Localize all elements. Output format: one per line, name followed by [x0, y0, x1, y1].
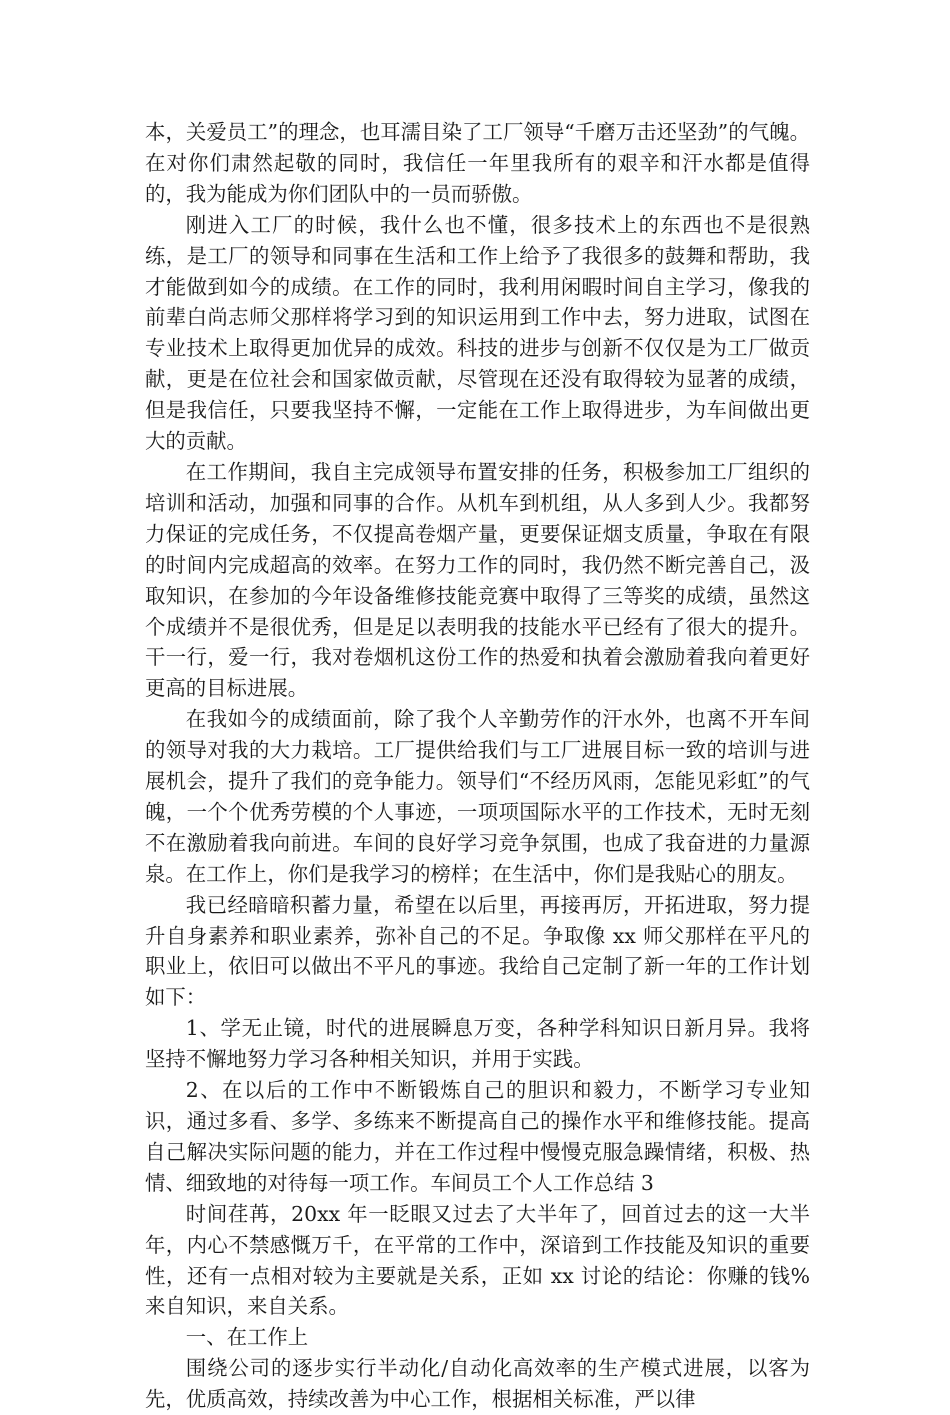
list-item: 1、学无止镜，时代的进展瞬息万变，各种学科知识日新月异。我将坚持不懈地努力学习各种相关知识，并用于实践。 — [145, 1016, 810, 1072]
paragraph: 在我如今的成绩面前，除了我个人辛勤劳作的汗水外，也离不开车间的领导对我的大力栽培。工厂提供给我们与工厂进展目标一致的培训与进展机会，提升了我们的竞争能力。领导们“不经历风雨，怎能见彩虹”的气魄，一个个优秀劳模的个人事迹，一项项国际水平的工作技术，无时无刻不在激励着我向前进。车间的良好学习竞争氛围，也成了我奋进的力量源泉。在工作上，你们是我学习的榜样；在生活中，你们是我贴心的朋友。 — [145, 707, 810, 886]
paragraph: 刚进入工厂的时候，我什么也不懂，很多技术上的东西也不是很熟练，是工厂的领导和同事在生活和工作上给予了我很多的鼓舞和帮助，我才能做到如今的成绩。在工作的同时，我利用闲暇时间自主学习，像我的前辈白尚志师父那样将学习到的知识运用到工作中去，努力进取，试图在专业技术上取得更加优异的成效。科技的进步与创新不仅仅是为工厂做贡献，更是在位社会和国家做贡献，尽管现在还没有取得较为显著的成绩，但是我信任，只要我坚持不懈，一定能在工作上取得进步，为车间做出更大的贡献。 — [145, 212, 810, 454]
list-item: 2、在以后的工作中不断锻炼自己的胆识和毅力，不断学习专业知识，通过多看、多学、多练来不断提高自己的操作水平和维修技能。提高自己解决实际问题的能力，并在工作过程中慢慢克服急躁情绪，积极、热情、细致地的对待每一项工作。车间员工个人工作总结 3 — [145, 1078, 810, 1195]
paragraph: 围绕公司的逐步实行半动化/自动化高效率的生产模式进展，以客为先，优质高效，持续改善为中心工作，根据相关标准，严以律 — [145, 1356, 810, 1412]
paragraph: 在工作期间，我自主完成领导布置安排的任务，积极参加工厂组织的培训和活动，加强和同事的合作。从机车到机组，从人多到人少。我都努力保证的完成任务，不仅提高卷烟产量，更要保证烟支质量，争取在有限的时间内完成超高的效率。在努力工作的同时，我仍然不断完善自己，汲取知识，在参加的今年设备维修技能竞赛中取得了三等奖的成绩，虽然这个成绩并不是很优秀，但是足以表明我的技能水平已经有了很大的提升。干一行，爱一行，我对卷烟机这份工作的热爱和执着会激励着我向着更好更高的目标进展。 — [145, 459, 810, 701]
paragraph: 我已经暗暗积蓄力量，希望在以后里，再接再厉，开拓进取，努力提升自身素养和职业素养，弥补自己的不足。争取像 xx 师父那样在平凡的职业上，依旧可以做出不平凡的事迹。我给自己定制了新一年的工作计划如下： — [145, 892, 810, 1010]
section-heading: 一、在工作上 — [185, 1325, 309, 1350]
paragraph-continuation: 本，关爱员工”的理念，也耳濡目染了工厂领导“千磨万击还坚劲”的气魄。在对你们肃然起敬的同时，我信任一年里我所有的艰辛和汗水都是值得的，我为能成为你们团队中的一员而骄傲。 — [145, 120, 810, 206]
paragraph: 时间荏苒，20xx 年一眨眼又过去了大半年了，回首过去的这一大半年，内心不禁感慨万千，在平常的工作中，深谙到工作技能及知识的重要性，还有一点相对较为主要就是关系，正如 xx 讨论的结论：你赚的钱%来自知识，来自关系。 — [145, 1201, 810, 1319]
document-body — [145, 117, 810, 1415]
